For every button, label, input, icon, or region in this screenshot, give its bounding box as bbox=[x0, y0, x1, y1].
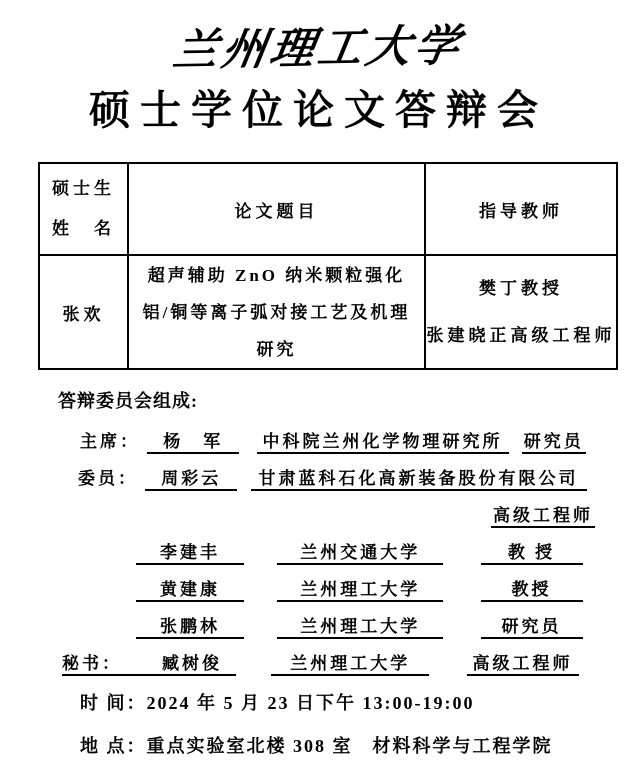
advisor-line2: 张建晓正高级工程师 bbox=[426, 326, 616, 345]
member-affiliation: 兰州理工大学 bbox=[277, 575, 443, 602]
member-affiliation: 甘肃蓝科石化高新装备股份有限公司 bbox=[251, 464, 587, 491]
time-value: 2024 年 5 月 23 日下午 13:00-19:00 bbox=[146, 693, 475, 713]
committee-secretary-line bbox=[62, 649, 637, 672]
member-name: 李建丰 bbox=[136, 538, 244, 565]
member-affiliation: 兰州交通大学 bbox=[277, 538, 443, 565]
committee-chair-line bbox=[80, 427, 637, 450]
committee-member-line-4 bbox=[136, 612, 637, 635]
chair-label: 主席： bbox=[80, 432, 140, 451]
header-student-name-line2: 姓 名 bbox=[52, 219, 115, 238]
time-line bbox=[80, 689, 637, 715]
secretary-affiliation: 兰州理工大学 bbox=[271, 649, 429, 676]
chair-affiliation: 中科院兰州化学物理研究所 bbox=[257, 427, 509, 454]
cell-thesis-title: 超声辅助 ZnO 纳米颗粒强化铝/铜等离子弧对接工艺及机理研究 bbox=[128, 255, 425, 369]
cell-student-name: 张欢 bbox=[39, 255, 128, 369]
member-name: 周彩云 bbox=[145, 464, 237, 491]
time-label: 时 间： bbox=[80, 693, 147, 713]
advisor-line1: 樊丁教授 bbox=[479, 279, 563, 298]
header-student-name bbox=[39, 163, 128, 255]
committee-member-line-3 bbox=[136, 575, 637, 598]
committee-member-1-title-line bbox=[0, 501, 595, 524]
members-label: 委员： bbox=[78, 469, 138, 488]
committee-heading: 答辩委员会组成: bbox=[58, 391, 198, 411]
header-advisor: 指导教师 bbox=[425, 163, 617, 255]
chair-name: 杨 军 bbox=[147, 427, 239, 454]
member-name: 张鹏林 bbox=[136, 612, 244, 639]
header-student-name-line1: 硕士生 bbox=[52, 179, 115, 198]
member-title: 教 授 bbox=[481, 538, 583, 565]
committee-member-line-2 bbox=[136, 538, 637, 561]
committee-member-line-1 bbox=[78, 464, 637, 487]
defense-info-table bbox=[38, 162, 618, 370]
page-title: 硕士学位论文答辩会 bbox=[89, 87, 548, 133]
table-data-row bbox=[39, 255, 617, 369]
university-logo-calligraphy: 兰州理工大学 bbox=[169, 20, 467, 77]
secretary-label: 秘书： bbox=[62, 649, 148, 676]
chair-title: 研究员 bbox=[522, 427, 586, 454]
location-label: 地 点： bbox=[80, 736, 147, 756]
secretary-title: 高级工程师 bbox=[467, 649, 579, 676]
cell-advisors bbox=[425, 255, 617, 369]
member-title: 研究员 bbox=[481, 612, 583, 639]
university-logo-row bbox=[0, 0, 637, 84]
member-affiliation: 兰州理工大学 bbox=[277, 612, 443, 639]
header-thesis-title: 论文题目 bbox=[128, 163, 425, 255]
secretary-name: 臧树俊 bbox=[148, 649, 236, 676]
member-name: 黄建康 bbox=[136, 575, 244, 602]
member-title: 教授 bbox=[481, 575, 583, 602]
location-line bbox=[80, 732, 637, 758]
member-title: 高级工程师 bbox=[491, 501, 595, 528]
table-header-row bbox=[39, 163, 617, 255]
location-value: 重点实验室北楼 308 室 材料科学与工程学院 bbox=[146, 736, 553, 756]
